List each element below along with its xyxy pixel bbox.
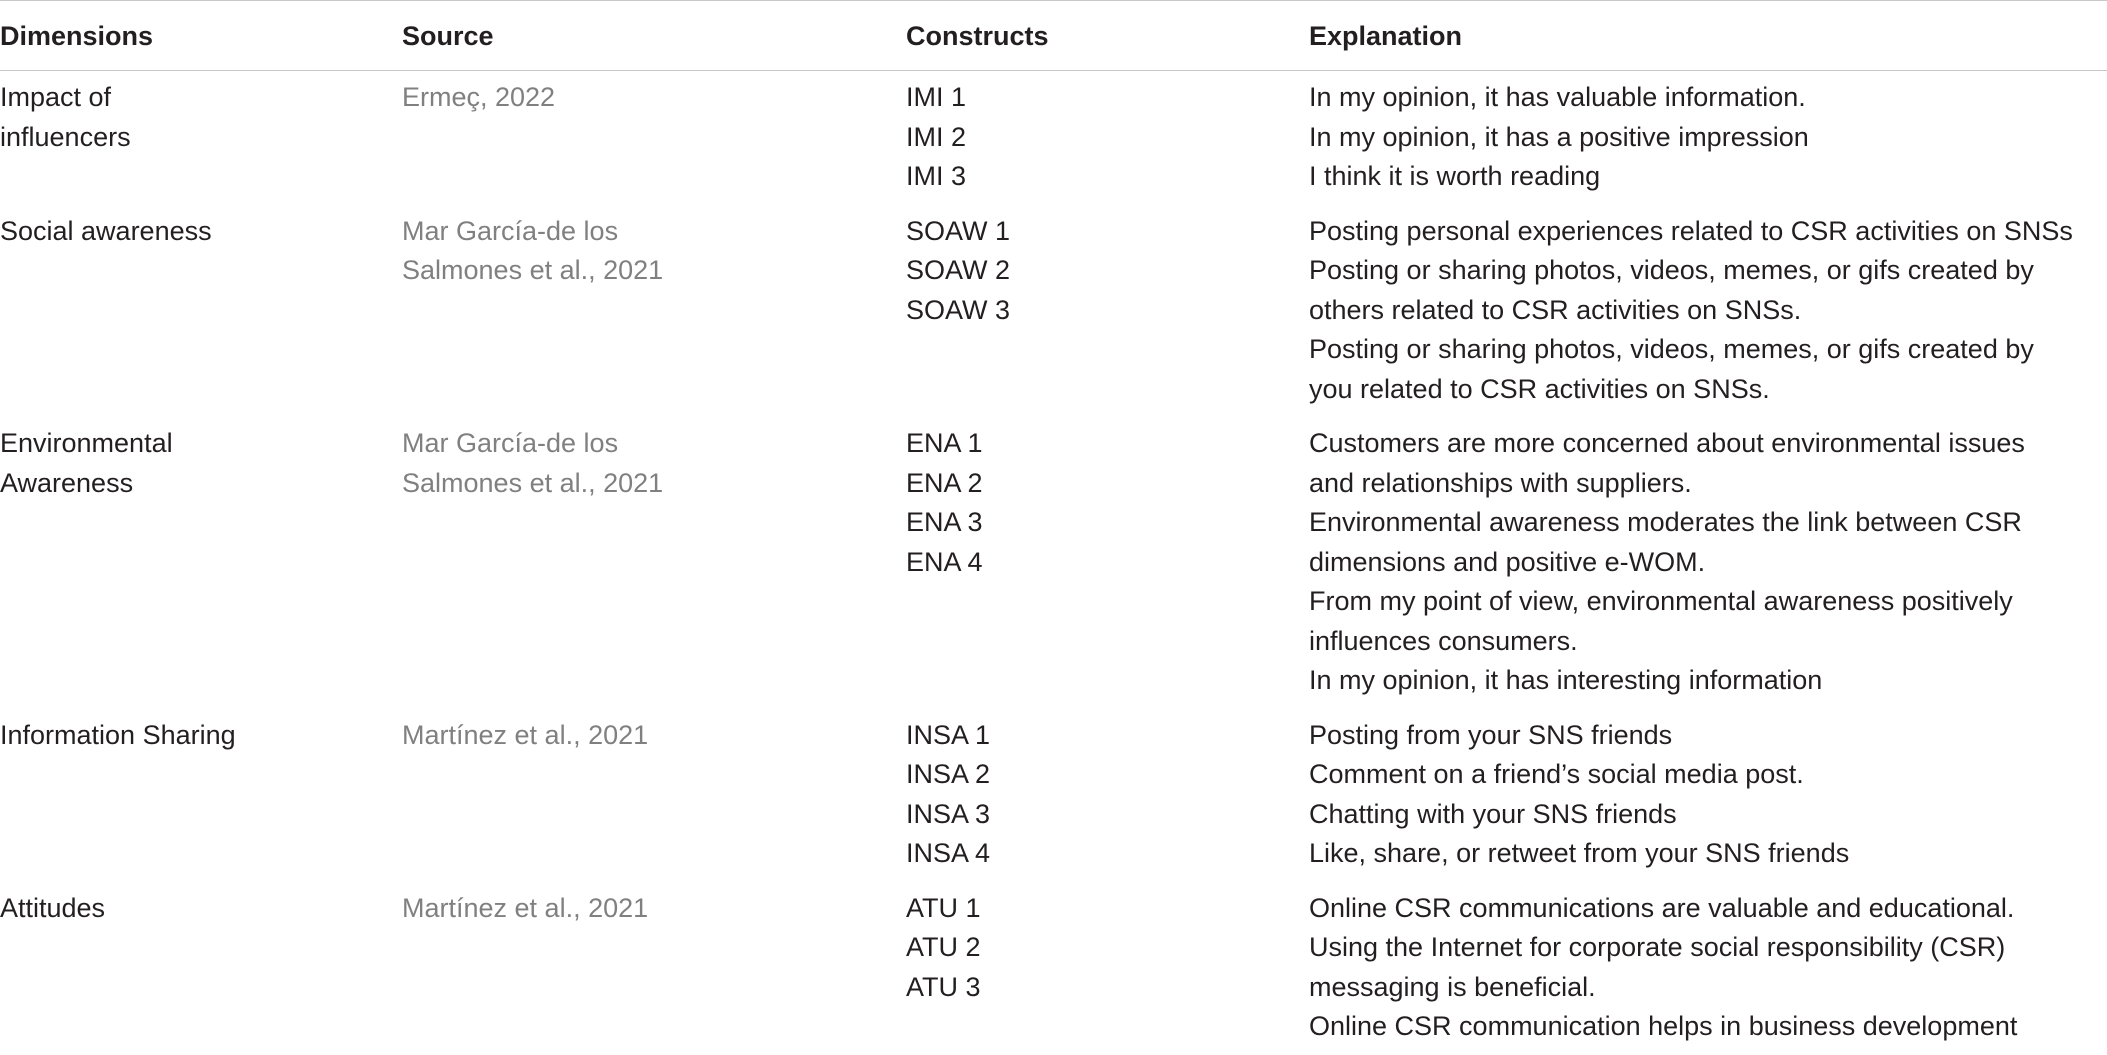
constructs-cell-line: IMI 3	[906, 161, 967, 191]
explanation-cell-line: Posting from your SNS friends	[1309, 719, 1673, 750]
table-row	[0, 417, 2107, 709]
explanation-cell-line: you related to CSR activities on SNSs.	[1309, 373, 1770, 404]
explanation-cell-line: Chatting with your SNS friends	[1309, 798, 1677, 829]
explanation-cell-line: Comment on a friend’s social media post.	[1309, 759, 1804, 789]
source-cell-line: Salmones et al., 2021	[402, 467, 664, 498]
explanation-cell	[1309, 424, 2107, 701]
explanation-cell-line: Using the Internet for corporate social responsibility (CSR)	[1309, 932, 2006, 962]
explanation-cell-line: Like, share, or retweet from your SNS friends	[1309, 838, 1850, 868]
constructs-cell-line: INSA 3	[906, 798, 991, 829]
dimension-cell-line: influencers	[0, 121, 131, 152]
source-cell-line: Mar García-de los	[402, 215, 619, 246]
dimension-cell	[0, 212, 380, 252]
table-row	[0, 71, 2107, 205]
constructs-cell	[906, 424, 1266, 582]
dimension-cell-line: Impact of	[0, 82, 112, 112]
constructs-cell-line: ENA 4	[906, 546, 983, 577]
explanation-cell-line: dimensions and positive e-WOM.	[1309, 546, 1706, 577]
source-cell	[402, 424, 882, 503]
explanation-cell-line: From my point of view, environmental awareness positively	[1309, 586, 2013, 616]
source-cell-line: Martínez et al., 2021	[402, 892, 649, 923]
dimension-cell	[0, 424, 380, 503]
explanation-cell-line: Online CSR communication helps in business development	[1309, 1011, 2018, 1041]
explanation-cell	[1309, 78, 2107, 197]
table-header-row	[0, 1, 2107, 71]
source-cell-line: Salmones et al., 2021	[402, 255, 664, 285]
dimension-cell-line: Awareness	[0, 467, 134, 498]
dimension-cell-line: Environmental	[0, 428, 173, 458]
constructs-cell-line: INSA 1	[906, 719, 991, 750]
header-explanation: Explanation	[1309, 21, 1463, 51]
constructs-cell-line: IMI 1	[906, 82, 967, 112]
constructs-cell-line: IMI 2	[906, 121, 967, 152]
explanation-cell-line: and relationships with suppliers.	[1309, 467, 1692, 498]
constructs-cell-line: SOAW 1	[906, 215, 1011, 246]
source-cell	[402, 716, 882, 756]
explanation-cell-line: Posting personal experiences related to CSR activities on SNSs	[1309, 215, 2073, 246]
constructs-cell	[906, 889, 1266, 1008]
explanation-cell-line: I think it is worth reading	[1309, 161, 1601, 191]
table-row	[0, 709, 2107, 882]
dimension-cell	[0, 78, 380, 157]
explanation-cell-line: Online CSR communications are valuable and educational.	[1309, 892, 2015, 923]
dimension-cell-line: Attitudes	[0, 892, 106, 923]
explanation-cell-line: influences consumers.	[1309, 625, 1578, 656]
constructs-cell-line: ATU 2	[906, 932, 981, 962]
dimension-cell	[0, 716, 380, 756]
explanation-cell-line: In my opinion, it has valuable information.	[1309, 82, 1806, 112]
explanation-cell-line: In my opinion, it has interesting information	[1309, 665, 1823, 695]
constructs-cell-line: ENA 1	[906, 428, 983, 458]
explanation-cell-line: Posting or sharing photos, videos, memes, or gifs created by	[1309, 255, 2034, 285]
explanation-cell-line: Posting or sharing photos, videos, memes, or gifs created by	[1309, 334, 2034, 364]
explanation-cell-line: Customers are more concerned about environmental issues	[1309, 428, 2025, 458]
source-cell	[402, 212, 882, 291]
source-cell	[402, 889, 882, 929]
dimension-cell	[0, 889, 380, 929]
source-cell-line: Mar García-de los	[402, 428, 619, 458]
explanation-cell	[1309, 212, 2107, 410]
source-cell-line: Martínez et al., 2021	[402, 719, 649, 750]
table-body	[0, 71, 2107, 1055]
source-cell-line: Ermeç, 2022	[402, 82, 556, 112]
dimension-cell-line: Information Sharing	[0, 719, 236, 750]
dimension-cell-line: Social awareness	[0, 215, 212, 246]
header-source: Source	[402, 21, 494, 51]
constructs-cell	[906, 716, 1266, 874]
explanation-cell-line: messaging is beneficial.	[1309, 971, 1596, 1002]
source-cell	[402, 78, 882, 118]
constructs-cell-line: ENA 2	[906, 467, 983, 498]
constructs-cell-line: INSA 4	[906, 838, 991, 868]
table-row	[0, 882, 2107, 1055]
constructs-cell-line: ATU 1	[906, 892, 981, 923]
header-constructs: Constructs	[906, 21, 1049, 51]
explanation-cell-line: others related to CSR activities on SNSs.	[1309, 294, 1802, 325]
constructs-cell	[906, 212, 1266, 331]
constructs-cell-line: SOAW 3	[906, 294, 1011, 325]
constructs-cell-line: INSA 2	[906, 759, 991, 789]
table-row	[0, 205, 2107, 418]
explanation-cell-line: In my opinion, it has a positive impression	[1309, 121, 1809, 152]
header-dimensions: Dimensions	[0, 21, 154, 51]
explanation-cell-line: Environmental awareness moderates the link between CSR	[1309, 507, 2022, 537]
constructs-cell	[906, 78, 1266, 197]
constructs-cell-line: SOAW 2	[906, 255, 1011, 285]
constructs-cell-line: ENA 3	[906, 507, 983, 537]
constructs-cell-line: ATU 3	[906, 971, 981, 1002]
explanation-cell	[1309, 716, 2107, 874]
